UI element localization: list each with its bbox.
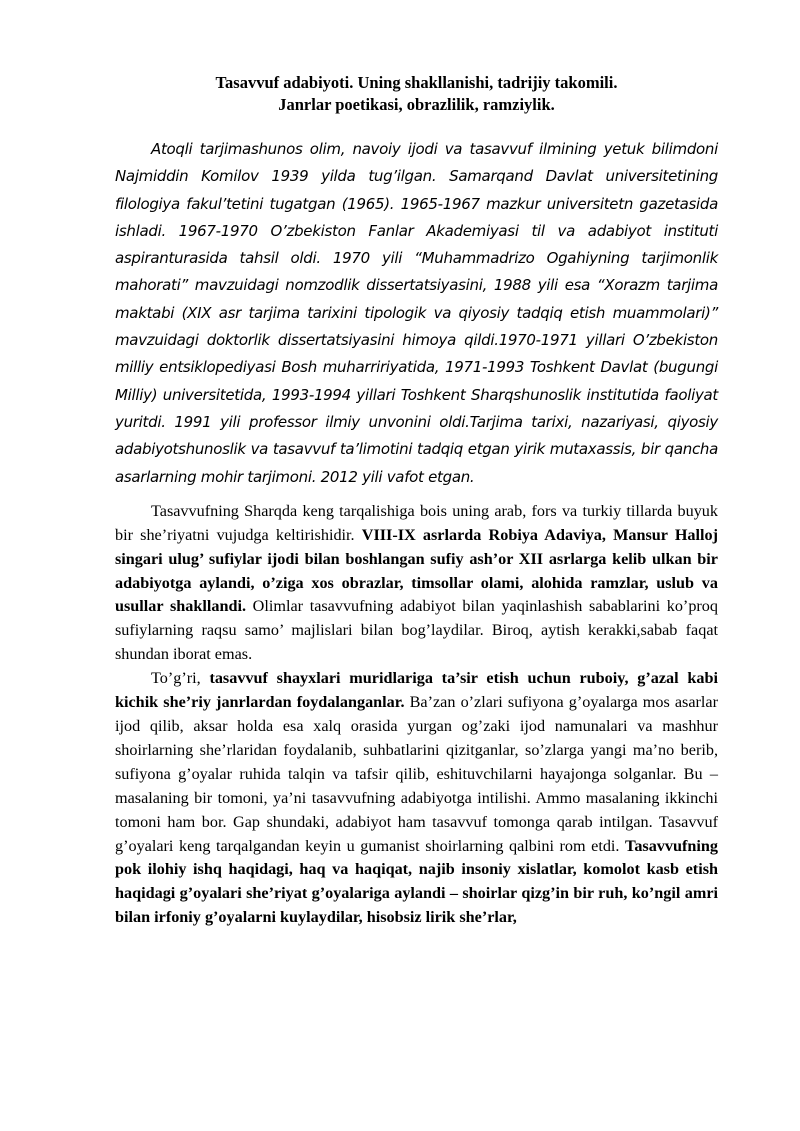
body-paragraph-1 (115, 500, 718, 667)
title-line-1: Tasavvuf adabiyoti. Uning shakllanishi, tadrijiy takomili. (215, 73, 618, 92)
paragraph-text: To’g’ri, (151, 669, 210, 688)
paragraph-text: Tasavvufning Sharqda keng tarqalishiga bois uning arab, fors va turkiy tillarda buyuk bir she’riyatni vujudga keltirishidir. (115, 501, 718, 544)
body-paragraph-2 (115, 667, 718, 930)
paragraph-text: Ba’zan o’zlari sufiyona g’oyalarga mos asarlar ijod qilib, aksar holda esa xalq orasida yurgan og’zaki ijod namunalari va mashhur shoirlarning she’rlaridan foydalanib, suhbatlarini qizitganlar, so’zlarga yangi ma’no berib, sufiyona g’oyalar ruhida talqin va tafsir qilib, eshituvchilarni hayajonga solganlar. Bu – masalaning bir tomoni, ya’ni tasavvufning adabiyotga intilishi. Ammo masalaning ikkinchi tomoni ham bor. Gap shundaki, adabiyot ham tasavvuf tomonga qarab intilgan. Tasavvuf g’oyalari keng tarqalgandan keyin u gumanist shoirlarning qalbini rom etdi. (115, 693, 719, 855)
title-line-2: Janrlar poetikasi, obrazlilik, ramziylik. (278, 95, 555, 114)
author-bio-paragraph: Atoqli tarjimashunos olim, navoiy ijodi va tasavvuf ilmining yetuk bilimdoni Najmiddin Komilov 1939 yilda tug’ilgan. Samarqand Davlat universitetining filologiya fakul’tetini tugatgan (1965). 1965-1967 mazkur universitetn gazetasida ishladi. 1967-1970 O’zbekiston Fanlar Akademiyasi til va adabiyot instituti aspiranturasida tahsil oldi. 1970 yili “Muhammadrizo Ogahiyning tarjimonlik mahorati” mavzuidagi nomzodlik dissertatsiyasini, 1988 yili esa “Xorazm tarjima maktabi (XIX asr tarjima tarixini tipologik va qiyosiy tadqiq etish muammolari)” mavzuidagi doktorlik dissertatsiyasini himoya qildi.1970-1971 yillari O’zbekiston milliy entsiklopediyasi Bosh muharririyatida, 1971-1993 Toshkent Davlat (bugungi Milliy) universitetida, 1993-1994 yillari Toshkent Sharqshunoslik institutida faoliyat yuritdi. 1991 yili professor ilmiy unvonini oldi.Tarjima tarixi, nazariyasi, qiyosiy adabiyotshunoslik va tasavvuf ta’limotini tadqiq etgan yirik mutaxassis, bir qancha asarlarning mohir tarjimoni. 2012 yili vafot etgan. (115, 140, 718, 486)
paragraph-bold-text: Tasavvufning pok ilohiy ishq haqidagi, haq va haqiqat, najib insoniy xislatlar, komolot kasb etish haqidagi g’oyalari she’riyat g’oyalariga aylandi – shoirlar qizg’in bir ruh, ko’ngil amri bilan irfoniy g’oyalarni kuylaydilar, hisobsiz lirik she’rlar, (115, 836, 718, 927)
paragraph-bold-text: VIII-IX asrlarda Robiya Adaviya, Mansur Halloj singari ulug’ sufiylar ijodi bilan boshlangan sufiy ash’or XII asrlarga kelib ulkan bir adabiyotga aylandi, o’ziga xos obrazlar, timsollar olami, alohida ramzlar, uslub va usullar shakllandi. (115, 525, 719, 616)
paragraph-text: Olimlar tasavvufning adabiyot bilan yaqinlashish sabablarini ko’proq sufiylarning raqsu samo’ majlislari bilan bog’laydilar. Biroq, aytish kerakki,sabab faqat shundan iborat emas. (115, 597, 718, 664)
paragraph-bold-text: tasavvuf shayxlari muridlariga ta’sir etish uchun ruboiy, g’azal kabi kichik she’riy janrlardan foydalanganlar. (115, 669, 718, 712)
document-title (115, 72, 718, 116)
